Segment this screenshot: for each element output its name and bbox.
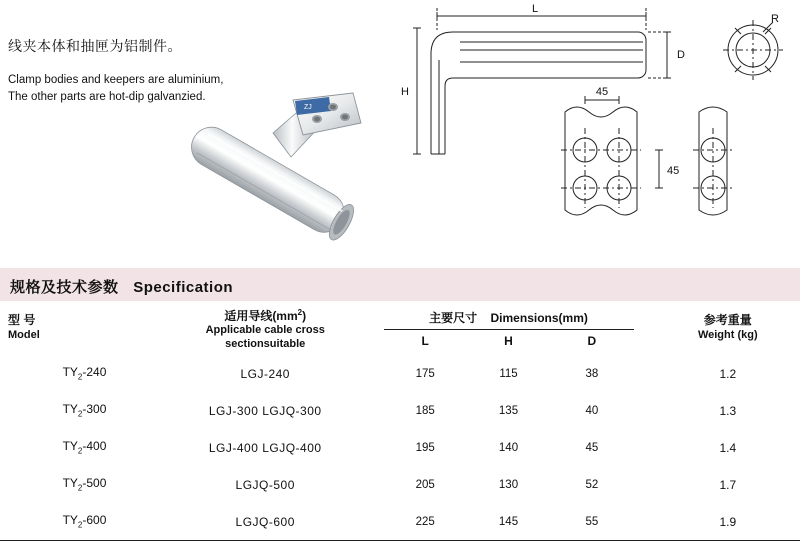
cell-dim-D: 55 [585, 515, 599, 528]
header-model-en: Model [8, 329, 40, 341]
model-suffix: -600 [82, 513, 107, 528]
cell-dim-H: 135 [498, 404, 519, 417]
header-cable-cn-text: 适用导线(mm [224, 308, 298, 323]
cell-dim-H: 145 [498, 515, 519, 528]
cell-weight: 1.4 [719, 440, 737, 455]
header-weight-en: Weight (kg) [697, 329, 758, 341]
cell-dim-L: 205 [415, 478, 435, 491]
cell-cable: LGJ-400 LGJQ-400 [208, 440, 322, 455]
cell-dimensions [361, 503, 655, 541]
cell-dim-H: 115 [499, 367, 518, 380]
header-cable-cn [169, 306, 362, 323]
table-row [0, 503, 800, 541]
dim-label-top-width: 45 [595, 86, 609, 98]
cell-weight: 1.2 [719, 366, 737, 381]
technical-drawings [401, 0, 800, 268]
specification-title-cn: 规格及技术参数 [10, 279, 119, 296]
dim-label-side-height: 45 [667, 165, 680, 177]
cell-dim-H: 130 [498, 478, 519, 491]
cell-model [0, 429, 169, 466]
table-row [0, 355, 800, 392]
model-suffix: -400 [82, 439, 107, 454]
dim-label-L: L [531, 3, 539, 15]
cell-model [0, 466, 169, 503]
cell-dim-D: 45 [585, 441, 599, 454]
model-prefix: TY [62, 513, 78, 528]
header-weight-cn: 参考重量 [703, 313, 752, 327]
model-sub: 2 [77, 483, 83, 493]
cell-dimensions [361, 355, 655, 392]
cell-model [0, 392, 169, 429]
dim-label-R: R [771, 13, 779, 25]
model-prefix: TY [62, 476, 78, 491]
model-sub: 2 [77, 446, 83, 456]
cell-dimensions [361, 429, 655, 466]
header-cable-cn-tail: ) [302, 308, 307, 323]
header-dim-D: D [587, 333, 597, 348]
cell-cable: LGJQ-600 [169, 503, 362, 541]
cell-dim-L: 185 [415, 404, 435, 417]
header-cable-en-line1: Applicable cable cross [205, 323, 325, 336]
table-header-row [0, 301, 800, 355]
header-dimensions-cn: 主要尺寸 [429, 310, 478, 325]
svg-text:ZJ: ZJ [304, 104, 312, 111]
header-dimensions [361, 301, 655, 355]
header-dimensions-en: Dimensions(mm) [490, 310, 588, 325]
cell-dim-L: 175 [415, 367, 435, 380]
cell-cable: LGJ-240 [240, 366, 290, 381]
header-cable [169, 301, 362, 355]
cell-dim-L: 225 [415, 515, 435, 528]
cell-weight: 1.3 [719, 403, 737, 418]
table-row [0, 392, 800, 429]
cell-dim-H: 140 [498, 441, 519, 454]
header-dimensions-subcols [384, 330, 634, 348]
dim-label-D: D [677, 49, 685, 61]
cell-dim-D: 38 [585, 367, 599, 380]
note-english-line2: The other parts are hot-dip galvanzied. [8, 91, 206, 103]
cell-cable: LGJ-300 LGJQ-300 [208, 403, 322, 418]
model-suffix: -240 [82, 365, 107, 380]
cell-model [0, 355, 169, 392]
table-body [0, 355, 800, 541]
dim-label-H: H [401, 86, 409, 98]
model-sub: 2 [77, 409, 83, 419]
specification-table [0, 301, 800, 541]
model-prefix: TY [62, 365, 78, 380]
cell-dim-D: 40 [585, 404, 599, 417]
cell-model [0, 503, 169, 541]
cell-dimensions [361, 466, 655, 503]
model-suffix: -300 [82, 402, 107, 417]
header-dim-L: L [421, 333, 429, 348]
header-cable-en-line2: sectionsuitable [225, 337, 306, 350]
model-sub: 2 [77, 520, 83, 530]
model-prefix: TY [62, 439, 78, 454]
header-dimensions-title [361, 309, 655, 329]
note-chinese: 线夹本体和抽匣为铝制件。 [8, 38, 182, 54]
cell-weight: 1.7 [719, 477, 737, 492]
table-row [0, 429, 800, 466]
cell-dimensions [361, 392, 655, 429]
specification-title-en: Specification [133, 279, 234, 296]
cell-dim-D: 52 [585, 478, 599, 491]
cell-dim-L: 195 [415, 441, 435, 454]
model-sub: 2 [77, 372, 83, 382]
table-row [0, 466, 800, 503]
note-english-line1: Clamp bodies and keepers are aluminium, [8, 74, 224, 86]
header-weight [656, 301, 800, 355]
model-suffix: -500 [82, 476, 107, 491]
cell-weight: 1.9 [656, 503, 800, 541]
header-dim-H: H [504, 333, 513, 348]
product-photo [225, 45, 415, 260]
header-cable-cn-sup: 2 [297, 307, 303, 317]
model-prefix: TY [62, 402, 78, 417]
header-model [0, 301, 169, 355]
header-model-cn: 型 号 [8, 313, 36, 327]
cell-cable: LGJQ-500 [235, 477, 295, 492]
specification-title [10, 276, 233, 297]
